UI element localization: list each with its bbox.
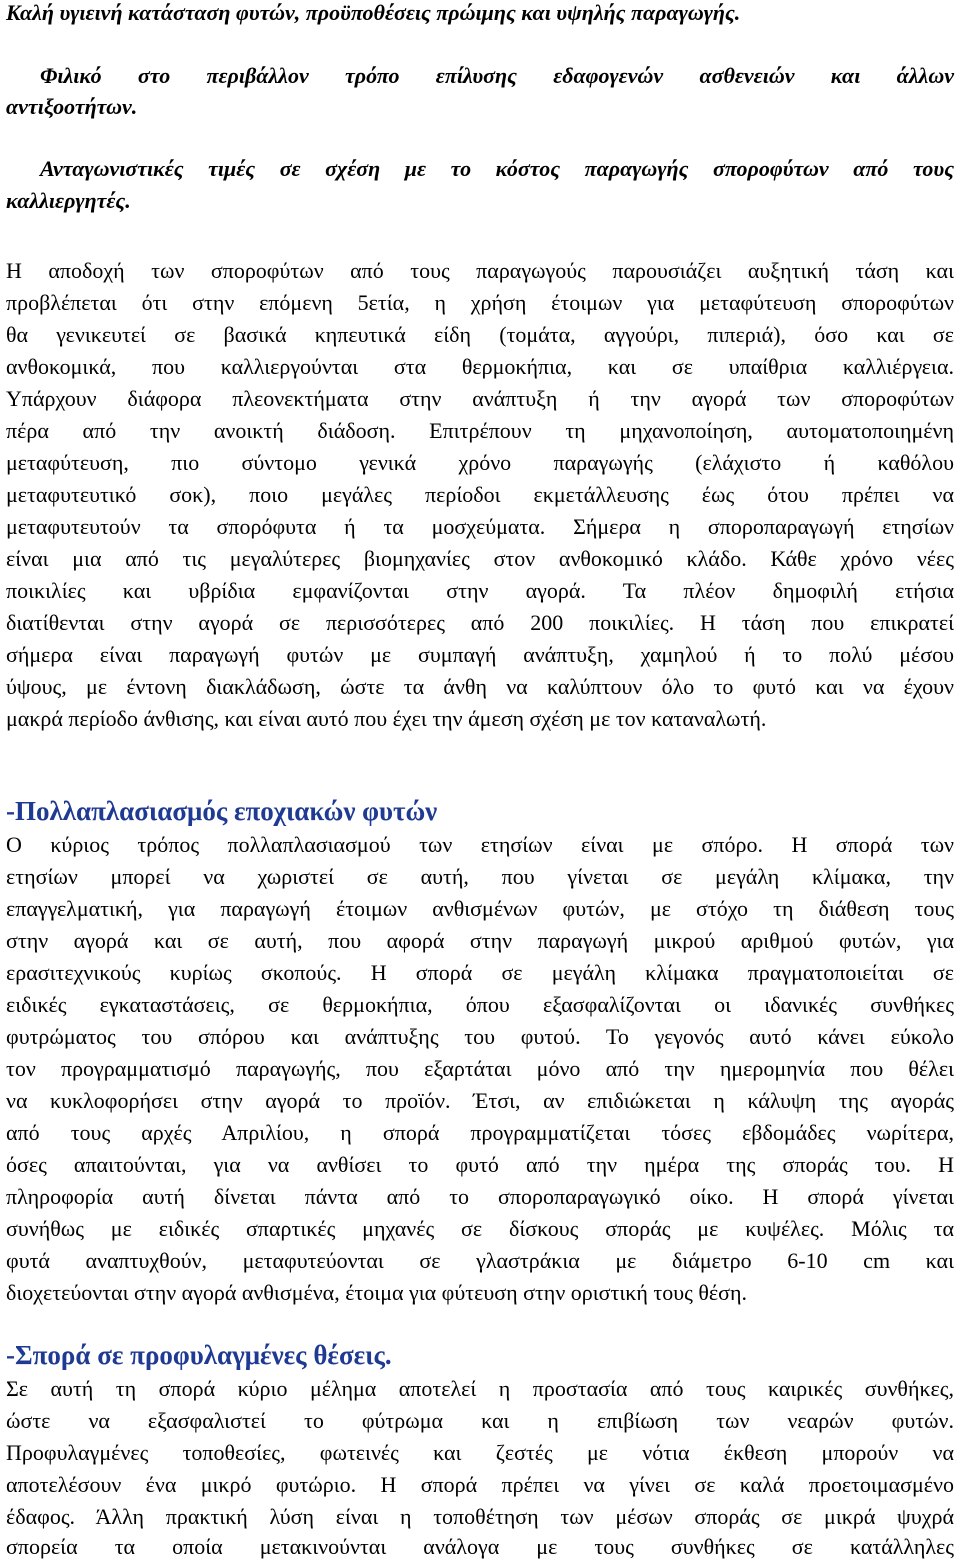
section1-line: επαγγελματική, για παραγωγή έτοιμων ανθισμένων φυτών, με στόχο τη διάθεση τους [6, 896, 954, 921]
section2-line: ώστε να εξασφαλιστεί το φύτρωμα και η επιβίωση των νεαρών φυτών. [6, 1408, 954, 1433]
intro-line: Υπάρχουν διάφορα πλεονεκτήματα στην ανάπτυξη ή την αγορά των σποροφύτων [6, 386, 954, 411]
intro-line: μεταφυτευτούν τα σπορόφυτα ή τα μοσχεύματα. Σήμερα η σποροπαραγωγή ετησίων [6, 514, 954, 539]
section1-line: από τους αρχές Απριλίου, η σπορά προγραμματίζεται τόσες εβδομάδες νωρίτερα, [6, 1120, 954, 1145]
section1-line: να κυκλοφορήσει στην αγορά το προϊόν. Έτσι, αν επιδιώκεται η κάλυψη της αγοράς [6, 1088, 954, 1113]
benefit-3-line-1: Ανταγωνιστικές τιμές σε σχέση με το κόστος παραγωγής σποροφύτων από τους [40, 156, 954, 181]
intro-line: Η αποδοχή των σποροφύτων από τους παραγωγούς παρουσιάζει αυξητική τάση και [6, 258, 954, 283]
intro-line: προβλέπεται ότι στην επόμενη 5ετία, η χρήση έτοιμων για μεταφύτευση σποροφύτων [6, 290, 954, 315]
section2-line: αποτελέσουν ένα μικρό φυτώριο. Η σπορά πρέπει να γίνει σε καλά προετοιμασμένο [6, 1472, 954, 1497]
section1-line: στην αγορά και σε αυτή, που αφορά στην παραγωγή μικρού αριθμού φυτών, για [6, 928, 954, 953]
benefit-2-line-2: αντιξοοτήτων. [6, 94, 138, 119]
section2-line: Προφυλαγμένες τοποθεσίες, φωτεινές και ζεστές με νότια έκθεση μπορούν να [6, 1440, 954, 1465]
section1-line: ειδικές εγκαταστάσεις, σε θερμοκήπια, όπου εξασφαλίζονται οι ιδανικές συνθήκες [6, 992, 954, 1017]
section2-line: σπορεία τα οποία μετακινούνται ανάλογα με τους συνθήκες σε κατάλληλες [6, 1534, 954, 1559]
section1-line: όσες απαιτούνται, για να ανθίσει το φυτό από την ημέρα της σποράς του. Η [6, 1152, 954, 1177]
section1-line: ετησίων μπορεί να χωριστεί σε αυτή, που γίνεται σε μεγάλη κλίμακα, την [6, 864, 954, 889]
section1-line: τον προγραμματισμό παραγωγής, που εξαρτάται μόνο από την ημερομηνία που θέλει [6, 1056, 954, 1081]
intro-line: πέρα από την ανοικτή διάδοση. Επιτρέπουν τη μηχανοποίηση, αυτοματοποιημένη [6, 418, 954, 443]
benefit-2-line-1: Φιλικό στο περιβάλλον τρόπο επίλυσης εδαφογενών ασθενειών και άλλων [40, 63, 954, 88]
intro-line: ανθοκομικά, που καλλιεργούνται στα θερμοκήπια, και σε υπαίθρια καλλιέργεια. [6, 354, 954, 379]
benefit-1-line-1: Καλή υγιεινή κατάσταση φυτών, προϋποθέσεις πρώιμης και υψηλής παραγωγής. [6, 0, 741, 25]
intro-line: είναι μια από τις μεγαλύτερες βιομηχανίες στον ανθοκομικό κλάδο. Κάθε χρόνο νέες [6, 546, 954, 571]
section2-line: έδαφος. Άλλη πρακτική λύση είναι η τοποθέτηση των μέσων σποράς σε μικρά ψυχρά [6, 1504, 954, 1529]
section2-line: Σε αυτή τη σπορά κύριο μέλημα αποτελεί η προστασία από τους καιρικές συνθήκες, [6, 1376, 954, 1401]
intro-line: σήμερα είναι παραγωγή φυτών με συμπαγή ανάπτυξη, χαμηλού ή το πολύ μέσου [6, 642, 954, 667]
benefit-3-line-2: καλλιεργητές. [6, 188, 131, 213]
section1-line: ερασιτεχνικούς κυρίως σκοπούς. Η σπορά σε μεγάλη κλίμακα πραγματοποιείται σε [6, 960, 954, 985]
section1-line: διοχετεύονται στην αγορά ανθισμένα, έτοιμα για φύτευση στην οριστική τους θέση. [6, 1280, 747, 1305]
intro-line: ποικιλίες και υβρίδια εμφανίζονται στην αγορά. Τα πλέον δημοφιλή ετήσια [6, 578, 954, 603]
section1-line: φυτρώματος του σπόρου και ανάπτυξης του φυτού. Το γεγονός αυτό κάνει εύκολο [6, 1024, 954, 1049]
intro-line: διατίθενται στην αγορά σε περισσότερες από 200 ποικιλίες. Η τάση που επικρατεί [6, 610, 954, 635]
intro-line: θα γενικευτεί σε βασικά κηπευτικά είδη (τομάτα, αγγούρι, πιπεριά), όσο και σε [6, 322, 954, 347]
section1-line: πληροφορία αυτή δίνεται πάντα από το σποροπαραγωγικό οίκο. Η σπορά γίνεται [6, 1184, 954, 1209]
section1-line: φυτά αναπτυχθούν, μεταφυτεύονται σε γλαστράκια με διάμετρο 6-10 cm και [6, 1248, 954, 1273]
intro-line: ύψους, με έντονη διακλάδωση, ώστε τα άνθη να καλύπτουν όλο το φυτό και να έχουν [6, 674, 954, 699]
section1-line: Ο κύριος τρόπος πολλαπλασιασμού των ετησίων είναι με σπόρο. Η σπορά των [6, 832, 954, 857]
section-heading-propagation: -Πολλαπλασιασμός εποχιακών φυτών [6, 796, 438, 826]
section1-line: συνήθως με ειδικές σπαρτικές μηχανές σε δίσκους σποράς με κυψέλες. Μόλις τα [6, 1216, 954, 1241]
section-heading-protected-sowing: -Σπορά σε προφυλαγμένες θέσεις. [6, 1340, 392, 1370]
intro-line: μεταφύτευση, πιο σύντομο γενικά χρόνο παραγωγής (ελάχιστο ή καθόλου [6, 450, 954, 475]
intro-line: μακρά περίοδο άνθισης, και είναι αυτό που έχει την άμεση σχέση με τον καταναλωτή. [6, 706, 767, 731]
intro-line: μεταφυτευτικό σοκ), ποιο μεγάλες περίοδοι εκμετάλλευσης έως ότου πρέπει να [6, 482, 954, 507]
